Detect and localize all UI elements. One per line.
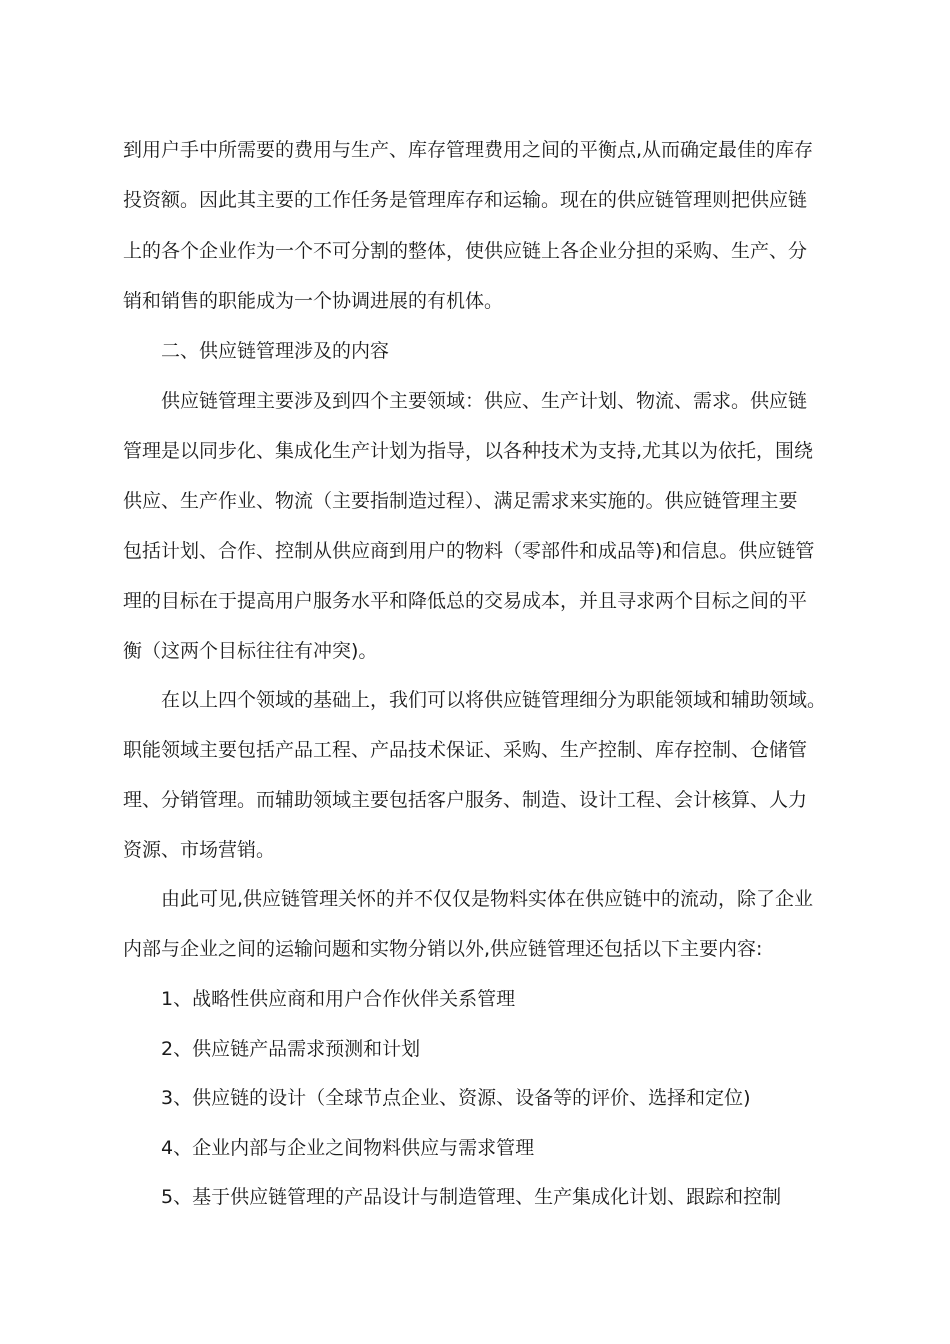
paragraph-line: 投资额。因此其主要的工作任务是管理库存和运输。现在的供应链管理则把供应链 (123, 189, 808, 211)
paragraph-line: 内部与企业之间的运输问题和实物分销以外,供应链管理还包括以下主要内容: (123, 938, 763, 960)
list-item: 2、供应链产品需求预测和计划 (161, 1038, 421, 1060)
paragraph-line: 包括计划、合作、控制从供应商到用户的物料（零部件和成品等)和信息。供应链管 (123, 540, 815, 562)
list-item: 4、企业内部与企业之间物料供应与需求管理 (161, 1137, 535, 1159)
list-item: 1、战略性供应商和用户合作伙伴关系管理 (161, 988, 516, 1010)
paragraph-line: 管理是以同步化、集成化生产计划为指导，以各种技术为支持,尤其以为依托，围绕 (123, 440, 814, 462)
paragraph-line: 供应链管理主要涉及到四个主要领域：供应、生产计划、物流、需求。供应链 (161, 390, 808, 412)
paragraph-line: 供应、生产作业、物流（主要指制造过程）、满足需求来实施的。供应链管理主要 (123, 490, 798, 512)
paragraph-line: 衡（这两个目标往往有冲突)。 (123, 640, 378, 662)
paragraph-line: 到用户手中所需要的费用与生产、库存管理费用之间的平衡点,从而确定最佳的库存 (123, 139, 814, 161)
paragraph-line: 由此可见,供应链管理关怀的并不仅仅是物料实体在供应链中的流动，除了企业 (161, 888, 814, 910)
paragraph-line: 职能领域主要包括产品工程、产品技术保证、采购、生产控制、库存控制、仓储管 (123, 739, 808, 761)
paragraph-line: 理的目标在于提高用户服务水平和降低总的交易成本，并且寻求两个目标之间的平 (123, 590, 808, 612)
paragraph-line: 理、分销管理。而辅助领域主要包括客户服务、制造、设计工程、会计核算、人力 (123, 789, 808, 811)
paragraph-line: 资源、市场营销。 (123, 839, 276, 861)
list-item: 5、基于供应链管理的产品设计与制造管理、生产集成化计划、跟踪和控制 (161, 1186, 782, 1208)
list-item: 3、供应链的设计（全球节点企业、资源、设备等的评价、选择和定位) (161, 1087, 751, 1109)
section-heading: 二、供应链管理涉及的内容 (161, 340, 390, 362)
paragraph-line: 上的各个企业作为一个不可分割的整体，使供应链上各企业分担的采购、生产、分 (123, 240, 808, 262)
paragraph-line: 在以上四个领域的基础上，我们可以将供应链管理细分为职能领域和辅助领域。 (161, 689, 827, 711)
paragraph-line: 销和销售的职能成为一个协调进展的有机体。 (123, 290, 504, 312)
